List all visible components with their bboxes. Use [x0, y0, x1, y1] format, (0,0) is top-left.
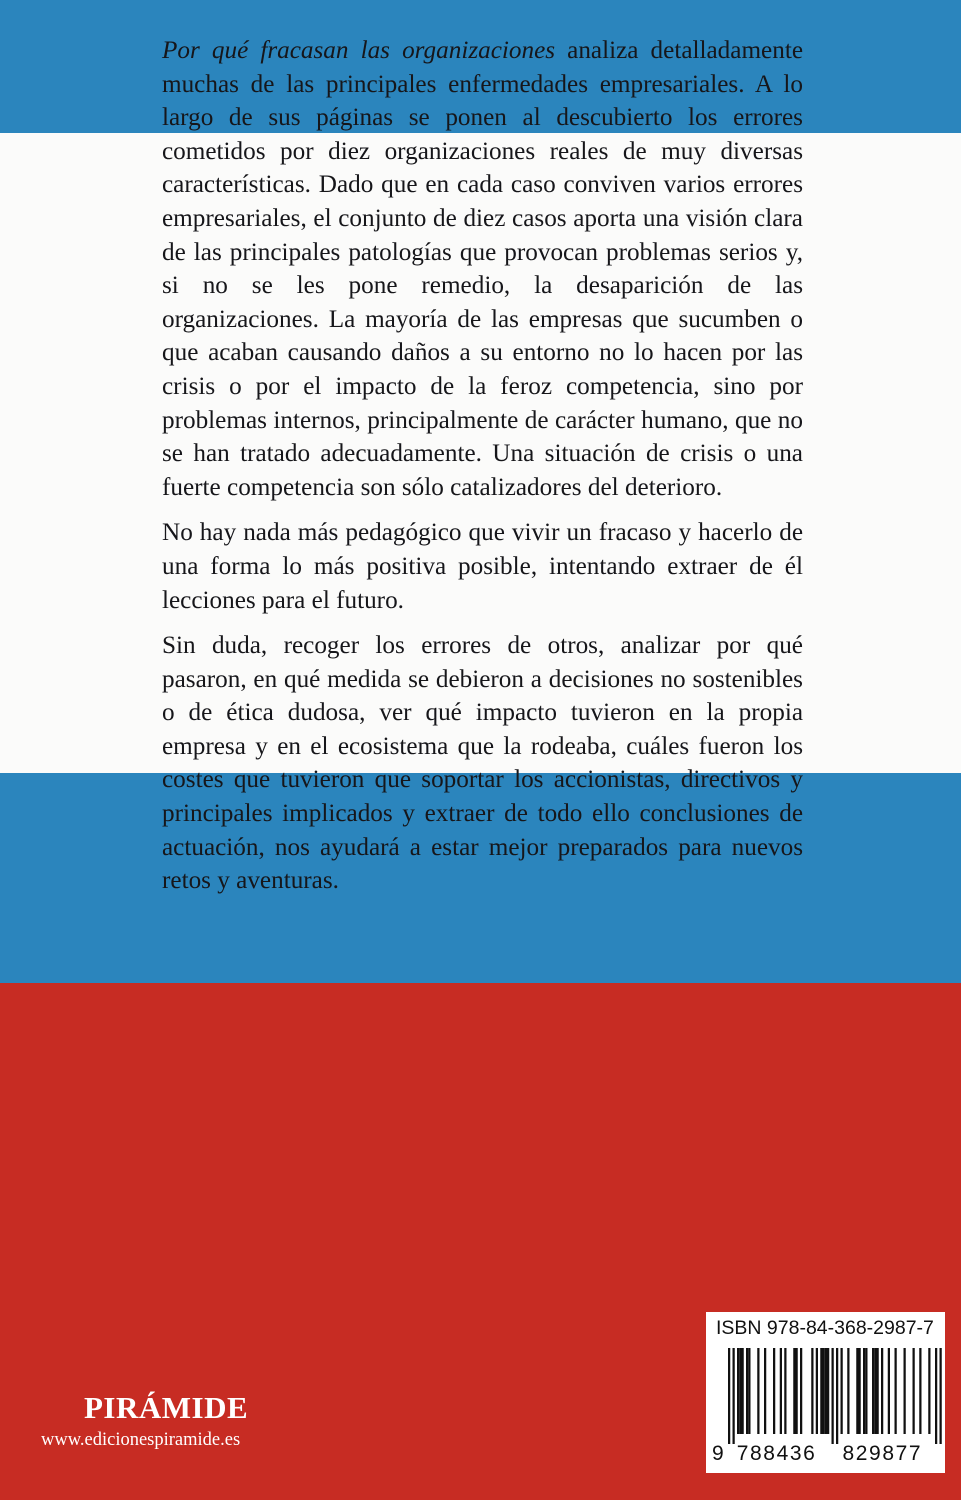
barcode-bar	[865, 1348, 867, 1434]
barcode-bar	[784, 1348, 786, 1434]
barcode-digit-lead: 9	[712, 1442, 724, 1465]
barcode-bar	[874, 1348, 876, 1434]
barcode-bar	[780, 1348, 782, 1434]
barcode-bar	[881, 1348, 883, 1434]
barcode-bar	[825, 1348, 827, 1434]
isbn-barcode	[706, 1312, 945, 1473]
barcode-guard-bar	[836, 1348, 838, 1444]
barcode-bar	[811, 1348, 813, 1434]
barcode-bar	[793, 1348, 795, 1434]
barcode-bar	[859, 1348, 861, 1434]
barcode-guard-bar	[935, 1348, 937, 1444]
barcode-bar	[913, 1348, 915, 1434]
barcode-bar	[746, 1348, 748, 1434]
barcode-bar	[856, 1348, 858, 1434]
publisher-logo: PIRÁMIDE	[84, 1390, 249, 1425]
blurb-paragraph-2: No hay nada más pedagógico que vivir un fracaso y hacerlo de una forma lo más positiva posible, intentando extraer de él lecciones para el futuro.	[162, 519, 803, 614]
barcode-bar	[841, 1348, 843, 1434]
barcode-bar	[816, 1348, 818, 1434]
barcode-bar	[820, 1348, 822, 1434]
barcode-bar	[877, 1348, 879, 1434]
barcode-bar	[888, 1348, 890, 1434]
barcode-guard-bar	[940, 1348, 942, 1444]
barcode-bar	[863, 1348, 865, 1434]
barcode-bar	[827, 1348, 829, 1434]
barcode-bar	[919, 1348, 921, 1434]
barcode-bar	[800, 1348, 802, 1434]
barcode-bar	[796, 1348, 798, 1434]
barcode-guard-bar	[832, 1348, 834, 1444]
barcode-bar	[742, 1348, 744, 1434]
barcode-bar	[773, 1348, 775, 1434]
barcode-bar	[748, 1348, 750, 1434]
publisher-url: www.edicionespiramide.es	[41, 1430, 241, 1450]
barcode-bar	[847, 1348, 849, 1434]
isbn-label: ISBN 978-84-368-2987-7	[716, 1317, 934, 1339]
blurb-paragraph-1	[162, 34, 803, 504]
barcode-bar	[872, 1348, 874, 1434]
blurb-paragraph-1-text: analiza detalladamente muchas de las principales enfermedades empresariales. A lo largo de sus páginas se ponen al descubierto los errores cometidos por diez organizaciones reales de muy diversas características. Dado que en cada caso conviven varios errores empresariales, el conjunto de diez casos aporta una visión clara de las principales patologías que provocan problemas serios y, si no se les pone remedio, la desaparición de las organizaciones. La mayoría de las empresas que sucumben o que acaban causando daños a su entorno no lo hacen por las crisis o por el impacto de la feroz competencia, sino por problemas internos, principalmente de carácter humano, que no se han tratado adecuadamente. Una situación de crisis o una fuerte competencia son sólo catalizadores del deterioro.	[162, 37, 803, 501]
barcode-guard-bar	[728, 1348, 730, 1444]
barcode-bar	[737, 1348, 739, 1434]
barcode-bar	[757, 1348, 759, 1434]
barcode-guard-bar	[733, 1348, 735, 1444]
barcode-digits-right: 829877	[842, 1442, 923, 1465]
barcode-bar	[904, 1348, 906, 1434]
barcode-bar	[764, 1348, 766, 1434]
barcode-bar	[895, 1348, 897, 1434]
barcode-bar	[928, 1348, 930, 1434]
barcode-digits-left: 788436	[736, 1442, 817, 1465]
barcode-bar	[739, 1348, 741, 1434]
book-title-italic: Por qué fracasan las organizaciones	[162, 37, 556, 64]
back-cover-blurb	[162, 34, 803, 898]
barcode-bars	[706, 1348, 945, 1473]
barcode-bar	[823, 1348, 825, 1434]
blurb-paragraph-3: Sin duda, recoger los errores de otros, analizar por qué pasaron, en qué medida se debieron a decisiones no sostenibles o de ética dudosa, ver qué impacto tuvieron en la propia empresa y en el ecosistema que la rodeaba, cuáles fueron los costes que tuvieron que soportar los accionistas, directivos y principales implicados y extraer de todo ello conclusiones de actuación, nos ayudará a estar mejor preparados para nuevos retos y aventuras.	[162, 632, 803, 895]
